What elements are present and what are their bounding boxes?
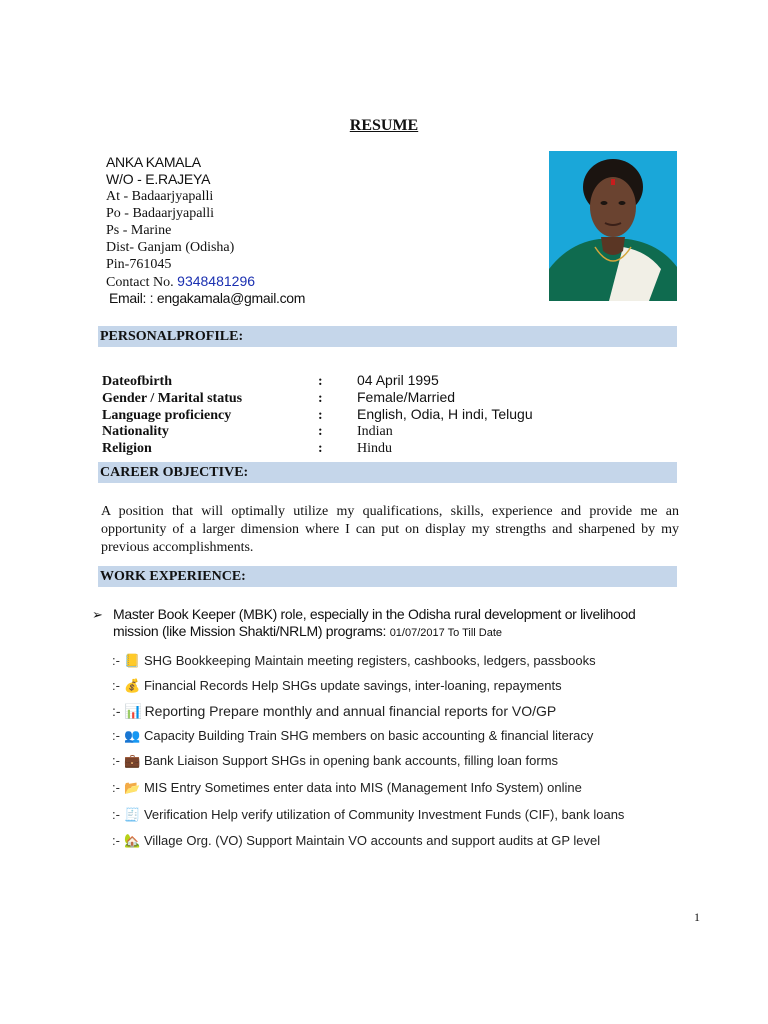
profile-colon: :: [318, 408, 323, 423]
duty-prefix: :-: [112, 833, 120, 848]
ledger-icon: 📒: [123, 653, 141, 668]
contact-label: Contact No.: [106, 275, 174, 290]
address-line: Ps - Marine: [106, 223, 172, 238]
duty-prefix: :-: [112, 780, 120, 795]
duty-prefix: :-: [112, 703, 121, 719]
profile-label: Dateofbirth: [102, 374, 172, 389]
duty-prefix: :-: [112, 807, 120, 822]
address-line: Pin-761045: [106, 257, 172, 272]
duty-item: [112, 653, 596, 669]
contact-number: 9348481296: [177, 273, 256, 289]
duty-prefix: :-: [112, 678, 120, 693]
profile-value: 04 April 1995: [357, 372, 439, 388]
resume-title: RESUME: [349, 117, 419, 134]
job-role-title: Master Book Keeper (MBK) role, especially in the Odisha rural development or livelihood mission (like Mission Shakti/NRLM) programs:: [113, 606, 636, 639]
career-objective-text: A position that will optimally utilize my qualifications, skills, experience and provide me an opportunity of a larger dimension where I can put on display my strengths and sharpened by my previous accomplishments.: [101, 504, 679, 555]
profile-label: Language proficiency: [102, 408, 232, 423]
briefcase-icon: 💼: [123, 753, 141, 768]
house-icon: 🏡: [123, 833, 141, 848]
profile-value: Female/Married: [357, 389, 456, 405]
contact-line: [106, 273, 255, 291]
arrow-bullet-icon: ➢: [92, 607, 103, 622]
duty-prefix: :-: [112, 728, 120, 743]
personal-profile-heading: PERSONALPROFILE:: [98, 326, 677, 347]
duty-item: [112, 833, 600, 849]
duty-item: [112, 807, 624, 823]
profile-value: English, Odia, H indi, Telugu: [357, 406, 533, 422]
profile-value: Hindu: [357, 441, 392, 456]
duty-prefix: :-: [112, 753, 120, 768]
duty-text: Bank Liaison Support SHGs in opening bank accounts, filling loan forms: [143, 753, 559, 768]
profile-colon: :: [318, 391, 323, 406]
duty-item: [112, 780, 582, 796]
duty-text: Village Org. (VO) Support Maintain VO accounts and support audits at GP level: [143, 833, 601, 848]
duty-item: [112, 728, 593, 744]
money-bag-icon: 💰: [123, 678, 141, 693]
profile-colon: :: [318, 441, 323, 456]
job-date-range: 01/07/2017 To Till Date: [389, 627, 503, 639]
bar-chart-icon: 📊: [124, 703, 142, 719]
applicant-name: ANKA KAMALA: [106, 154, 201, 170]
profile-colon: :: [318, 424, 323, 439]
address-line: Po - Badaarjyapalli: [106, 206, 215, 221]
duty-text: SHG Bookkeeping Maintain meeting registers, cashbooks, ledgers, passbooks: [143, 653, 596, 668]
duty-prefix: :-: [112, 653, 120, 668]
profile-label: Nationality: [102, 424, 169, 439]
duty-text: MIS Entry Sometimes enter data into MIS (Management Info System) online: [143, 780, 582, 795]
profile-value: Indian: [357, 424, 393, 439]
duty-text: Financial Records Help SHGs update savings, inter-loaning, repayments: [143, 678, 562, 693]
page-number: 1: [694, 910, 700, 924]
address-line: Dist- Ganjam (Odisha): [106, 240, 235, 255]
profile-colon: :: [318, 374, 323, 389]
profile-label: Gender / Marital status: [102, 391, 243, 406]
people-icon: 👥: [123, 728, 141, 743]
duty-item: [112, 678, 562, 694]
duty-item: [112, 753, 558, 769]
folder-icon: 📂: [123, 780, 141, 795]
career-objective-heading: CAREER OBJECTIVE:: [98, 462, 677, 483]
duty-item: [112, 703, 556, 720]
work-experience-heading: WORK EXPERIENCE:: [98, 566, 677, 587]
profile-label: Religion: [102, 441, 152, 456]
email-address: Email: : engakamala@gmail.com: [109, 290, 306, 306]
receipt-icon: 🧾: [123, 807, 141, 822]
duty-text: Verification Help verify utilization of Community Investment Funds (CIF), bank loans: [143, 807, 625, 822]
duty-text: Reporting Prepare monthly and annual financial reports for VO/GP: [144, 703, 557, 719]
spouse-name: W/O - E.RAJEYA: [106, 171, 211, 187]
profile-photo: [549, 151, 677, 301]
duty-text: Capacity Building Train SHG members on basic accounting & financial literacy: [143, 728, 594, 743]
address-line: At - Badaarjyapalli: [106, 189, 214, 204]
job-role: [113, 606, 673, 642]
profile-photo-portrait: [549, 151, 677, 301]
